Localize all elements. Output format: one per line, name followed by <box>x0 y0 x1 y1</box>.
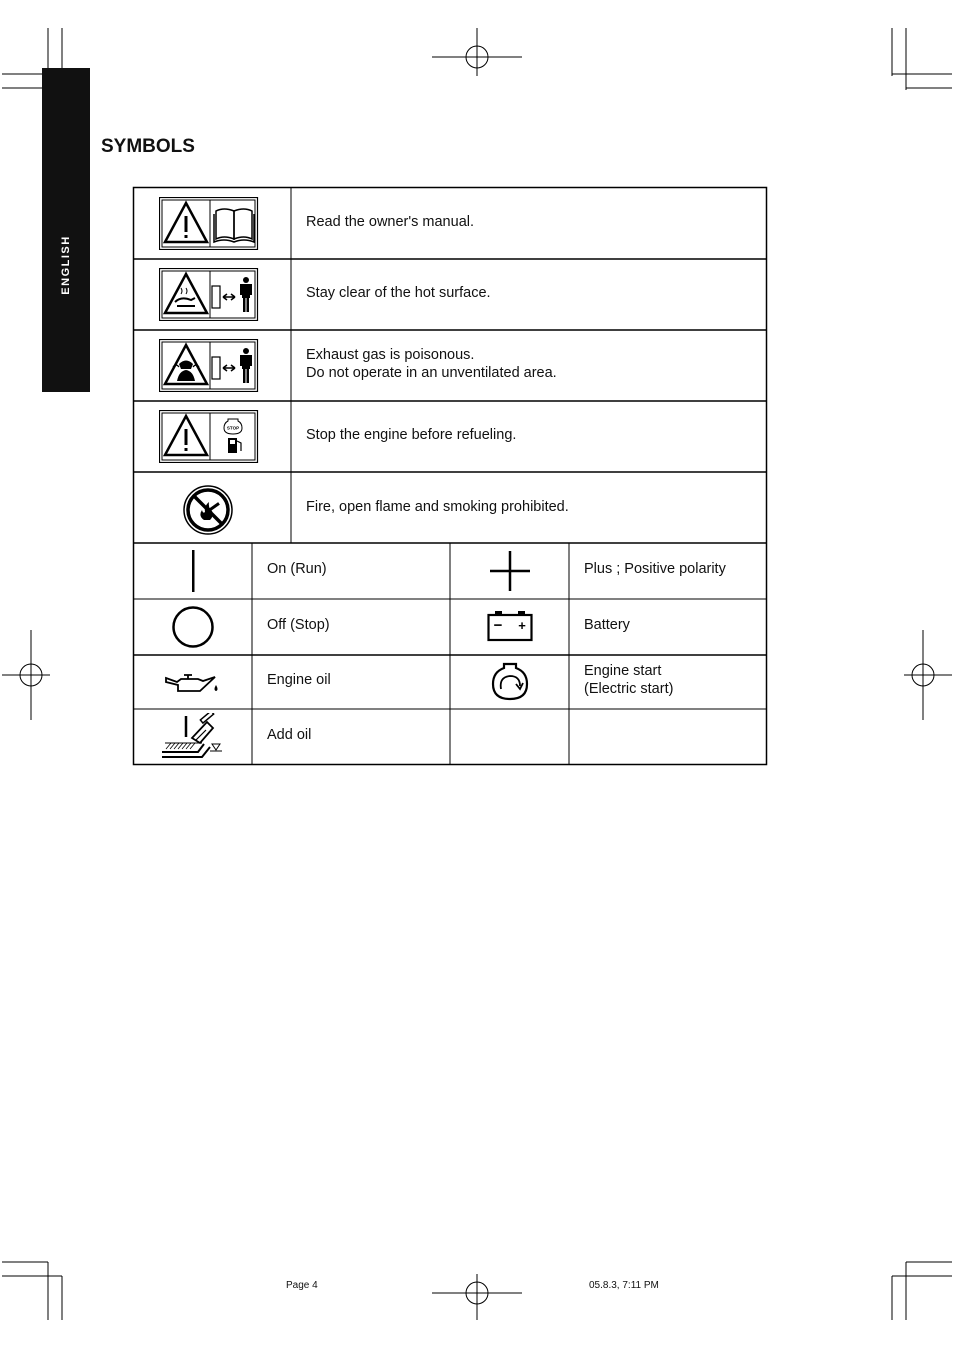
engine-oil-icon <box>163 665 223 699</box>
symbol-text-plus: Plus ; Positive polarity <box>584 561 726 577</box>
footer-timestamp: 05.8.3, 7:11 PM <box>589 1280 659 1291</box>
warning-text-no-fire: Fire, open flame and smoking prohibited. <box>306 499 569 515</box>
warning-text-hot-surface: Stay clear of the hot surface. <box>306 285 491 301</box>
language-label: ENGLISH <box>60 235 72 295</box>
symbol-text-engine-oil: Engine oil <box>267 672 331 688</box>
add-oil-icon <box>160 713 226 759</box>
warning-read-manual-icon <box>159 197 259 250</box>
plus-positive-icon <box>488 549 532 593</box>
symbol-text-engine-start: Engine start (Electric start) <box>584 663 674 697</box>
battery-icon <box>486 609 534 643</box>
symbol-text-battery: Battery <box>584 617 630 633</box>
symbol-text-on-run: On (Run) <box>267 561 327 577</box>
battery-plus-sign: + <box>518 618 526 633</box>
footer-page: Page 4 <box>286 1280 318 1291</box>
warning-exhaust-gas-icon <box>159 339 259 392</box>
stop-text: STOP <box>226 425 240 431</box>
on-run-icon <box>183 549 203 593</box>
warning-text-exhaust-gas: Exhaust gas is poisonous. Do not operate in an unventilated area. <box>306 347 557 381</box>
warning-text-read-manual: Read the owner's manual. <box>306 214 475 230</box>
page-title: SYMBOLS <box>101 136 195 157</box>
warning-hot-surface-icon <box>159 268 259 321</box>
symbol-text-add-oil: Add oil <box>267 727 312 743</box>
battery-minus-sign: − <box>493 617 503 634</box>
engine-start-icon <box>489 658 531 702</box>
warning-text-stop-engine: Stop the engine before refueling. <box>306 427 517 443</box>
off-stop-icon <box>171 605 215 649</box>
symbol-text-off-stop: Off (Stop) <box>267 617 330 633</box>
no-fire-smoking-icon <box>182 484 234 536</box>
warning-stop-engine-refuel-icon <box>159 410 259 463</box>
